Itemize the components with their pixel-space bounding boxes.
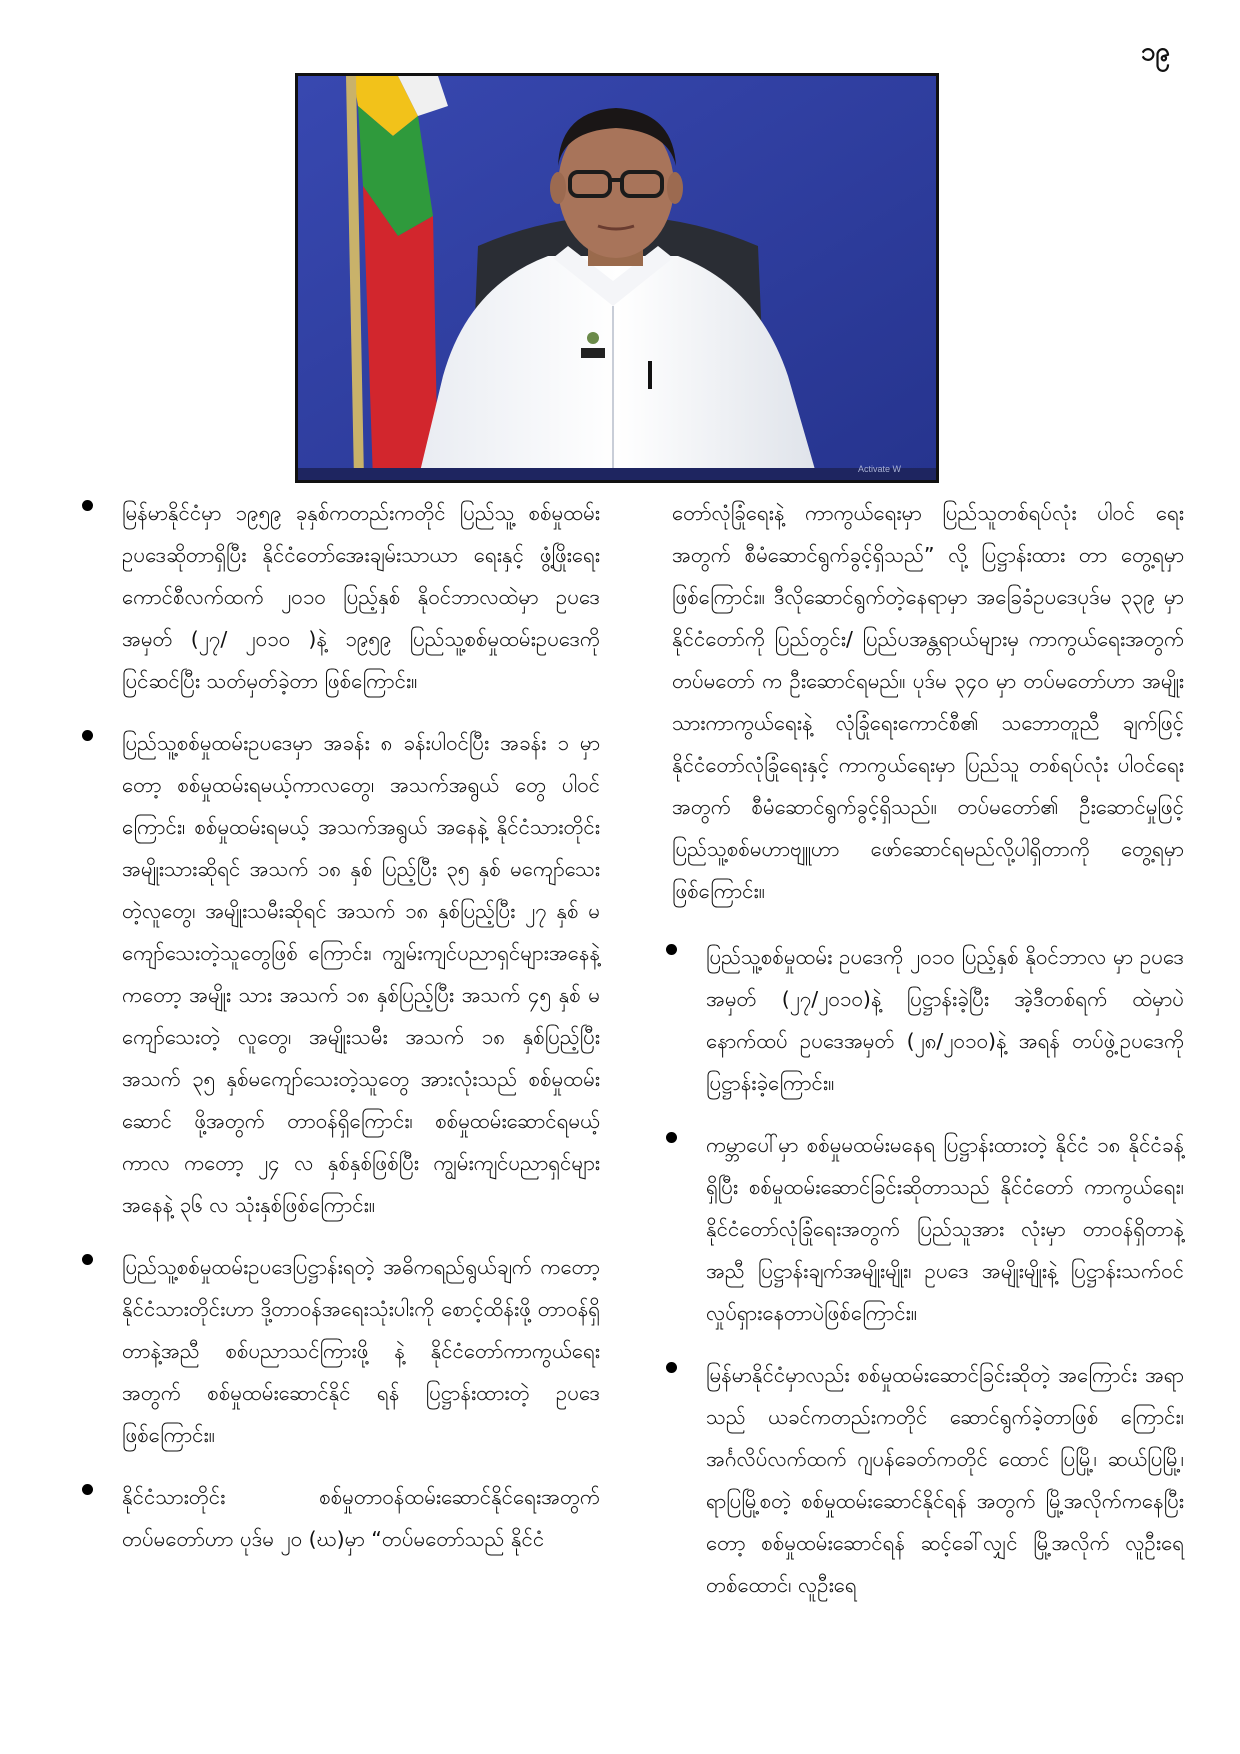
left-column (68, 492, 600, 1580)
paragraph: နိုင်ငံသားတိုင်း စစ်မှုတာဝန်ထမ်းဆောင်နိုင်ရေးအတွက် တပ်မတော်ဟာ ပုဒ်မ ၂၀ (ဃ)မှာ “တပ်မတော်သည် နိုင်ငံ (122, 1485, 600, 1551)
continued-paragraph (652, 492, 1184, 912)
paragraph: ပြည်သူ့စစ်မှုထမ်းဥပဒေမှာ အခန်း ၈ ခန်းပါဝင်ပြီး အခန်း ၁ မှာတော့ စစ်မှုထမ်းရမယ့်ကာလတွေ၊ အသက်အရွယ် တွေ ပါဝင်ကြောင်း၊ စစ်မှုထမ်းရမယ့် အသက်အရွယ် အနေနဲ့ နိုင်ငံသားတိုင်း အမျိုးသားဆိုရင် အသက် ၁၈ နှစ် ပြည့်ပြီး ၃၅ နှစ် မကျော်သေးတဲ့လူတွေ၊ အမျိုးသမီးဆိုရင် အသက် ၁၈ နှစ်ပြည့်ပြီး ၂၇ နှစ် မကျော်သေးတဲ့သူတွေဖြစ် ကြောင်း၊ ကျွမ်းကျင်ပညာရှင်များအနေနဲ့ကတော့ အမျိုး သား အသက် ၁၈ နှစ်ပြည့်ပြီး အသက် ၄၅ နှစ် မကျော်သေးတဲ့ လူတွေ၊ အမျိုးသမီး အသက် ၁၈ နှစ်ပြည့်ပြီး အသက် ၃၅ နှစ်မကျော်သေးတဲ့သူတွေ အားလုံးသည် စစ်မှုထမ်းဆောင် ဖို့အတွက် တာဝန်ရှိကြောင်း၊ စစ်မှုထမ်းဆောင်ရမယ့် ကာလ ကတော့ ၂၄ လ နှစ်နှစ်ဖြစ်ပြီး ကျွမ်းကျင်ပညာရှင်များ အနေနဲ့ ၃၆ လ သုံးနှစ်ဖြစ်ကြောင်း။ (122, 731, 600, 1217)
bullet-icon (82, 500, 93, 511)
list-item (652, 936, 1184, 1104)
bullet-icon (82, 730, 93, 741)
speaker-photo (295, 73, 939, 483)
paragraph: မြန်မာနိုင်ငံမှာလည်း စစ်မှုထမ်းဆောင်ခြင်းဆိုတဲ့ အကြောင်း အရာသည် ယခင်ကတည်းကတိုင် ဆောင်ရွက်ခဲ့တာဖြစ် ကြောင်း၊ အင်္ဂလိပ်လက်ထက် ဂျပန်ခေတ်ကတိုင် ထောင် ပြမြို့၊ ဆယ်ပြမြို့၊ ရာပြမြို့စတဲ့ စစ်မှုထမ်းဆောင်နိုင်ရန် အတွက် မြို့အလိုက်ကနေပြီးတော့ စစ်မှုထမ်းဆောင်ရန် ဆင့်ခေါ်လျှင် မြို့အလိုက် လူဦးရေ တစ်ထောင်၊ လူဦးရေ (706, 1363, 1184, 1597)
right-column (652, 492, 1184, 1626)
page-number: ၁၉ (1140, 37, 1170, 67)
paragraph: တော်လုံခြုံရေးနဲ့ ကာကွယ်ရေးမှာ ပြည်သူတစ်ရပ်လုံး ပါဝင် ရေးအတွက် စီမံဆောင်ရွက်ခွင့်ရှိသည်” လို့ ပြဋ္ဌာန်းထား တာ တွေ့ရမှာဖြစ်ကြောင်း။ ဒီလိုဆောင်ရွက်တဲ့နေရာမှာ အခြေခံဥပဒေပုဒ်မ ၃၃၉ မှာ နိုင်ငံတော်ကို ပြည်တွင်း/ ပြည်ပအန္တရာယ်များမှ ကာကွယ်ရေးအတွက် တပ်မတော် က ဦးဆောင်ရမည်။ ပုဒ်မ ၃၄၀ မှာ တပ်မတော်ဟာ အမျိုး သားကာကွယ်ရေးနဲ့ လုံခြုံရေးကောင်စီ၏ သဘောတူညီ ချက်ဖြင့် နိုင်ငံတော်လုံခြုံရေးနှင့် ကာကွယ်ရေးမှာ ပြည်သူ တစ်ရပ်လုံး ပါဝင်ရေးအတွက် စီမံဆောင်ရွက်ခွင့်ရှိသည်။ တပ်မတော်၏ ဦးဆောင်မှုဖြင့် ပြည်သူ့စစ်မဟာဗျူဟာ ဖော်ဆောင်ရမည်လို့ပါရှိတာကို တွေ့ရမှာဖြစ်ကြောင်း။ (672, 501, 1184, 903)
list-item (68, 1246, 600, 1456)
paragraph: ပြည်သူ့စစ်မှုထမ်းဥပဒေပြဋ္ဌာန်းရတဲ့ အဓိကရည်ရွယ်ချက် ကတော့ နိုင်ငံသားတိုင်းဟာ ဒို့တာဝန်အရေးသုံးပါးကို စောင့်ထိန်းဖို့ တာဝန်ရှိတာနဲ့အညီ စစ်ပညာသင်ကြားဖို့ နဲ့ နိုင်ငံတော်ကာကွယ်ရေးအတွက် စစ်မှုထမ်းဆောင်နိုင် ရန် ပြဋ္ဌာန်းထားတဲ့ ဥပဒေဖြစ်ကြောင်း။ (122, 1255, 600, 1447)
bullet-icon (82, 1484, 93, 1495)
list-item (652, 1124, 1184, 1334)
paragraph: ပြည်သူ့စစ်မှုထမ်း ဥပဒေကို ၂၀၁၀ ပြည့်နှစ် နိုဝင်ဘာလ မှာ ဥပဒေအမှတ် (၂၇/၂၀၁၀)နဲ့ ပြဋ္ဌာန်းခဲ့ပြီး အဲ့ဒီတစ်ရက် ထဲမှာပဲ နောက်ထပ် ဥပဒေအမှတ် (၂၈/၂၀၁၀)နဲ့ အရန် တပ်ဖွဲ့ဥပဒေကို ပြဋ္ဌာန်းခဲ့ကြောင်း။ (706, 945, 1184, 1095)
bullet-icon (82, 1254, 93, 1265)
list-item (68, 492, 600, 702)
list-item (652, 1354, 1184, 1606)
watermark-text: Activate W (858, 464, 902, 474)
list-item (68, 722, 600, 1226)
bullet-icon (666, 1132, 677, 1143)
paragraph: မြန်မာနိုင်ငံမှာ ၁၉၅၉ ခုနှစ်ကတည်းကတိုင် ပြည်သူ့ စစ်မှုထမ်းဥပဒေဆိုတာရှိပြီး နိုင်ငံတော်အေးချမ်းသာယာ ရေးနှင့် ဖွံ့ဖြိုးရေးကောင်စီလက်ထက် ၂၀၁၀ ပြည့်နှစ် နိုဝင်ဘာလထဲမှာ ဥပဒေအမှတ် (၂၇/ ၂၀၁၀ )နဲ့ ၁၉၅၉ ပြည်သူ့စစ်မှုထမ်းဥပဒေကို ပြင်ဆင်ပြီး သတ်မှတ်ခဲ့တာ ဖြစ်ကြောင်း။ (122, 501, 600, 693)
bullet-icon (666, 1362, 677, 1373)
bullet-icon (666, 944, 677, 955)
paragraph: ကမ္ဘာပေါ်မှာ စစ်မှုမထမ်းမနေရ ပြဋ္ဌာန်းထားတဲ့ နိုင်ငံ ၁၈ နိုင်ငံခန့်ရှိပြီး စစ်မှုထမ်းဆောင်ခြင်းဆိုတာသည် နိုင်ငံတော် ကာကွယ်ရေး၊ နိုင်ငံတော်လုံခြုံရေးအတွက် ပြည်သူအား လုံးမှာ တာဝန်ရှိတာနဲ့အညီ ပြဋ္ဌာန်းချက်အမျိုးမျိုး၊ ဥပဒေ အမျိုးမျိုးနဲ့ ပြဋ္ဌာန်းသက်ဝင်လှုပ်ရှားနေတာပဲဖြစ်ကြောင်း။ (706, 1133, 1184, 1325)
list-item (68, 1476, 600, 1560)
